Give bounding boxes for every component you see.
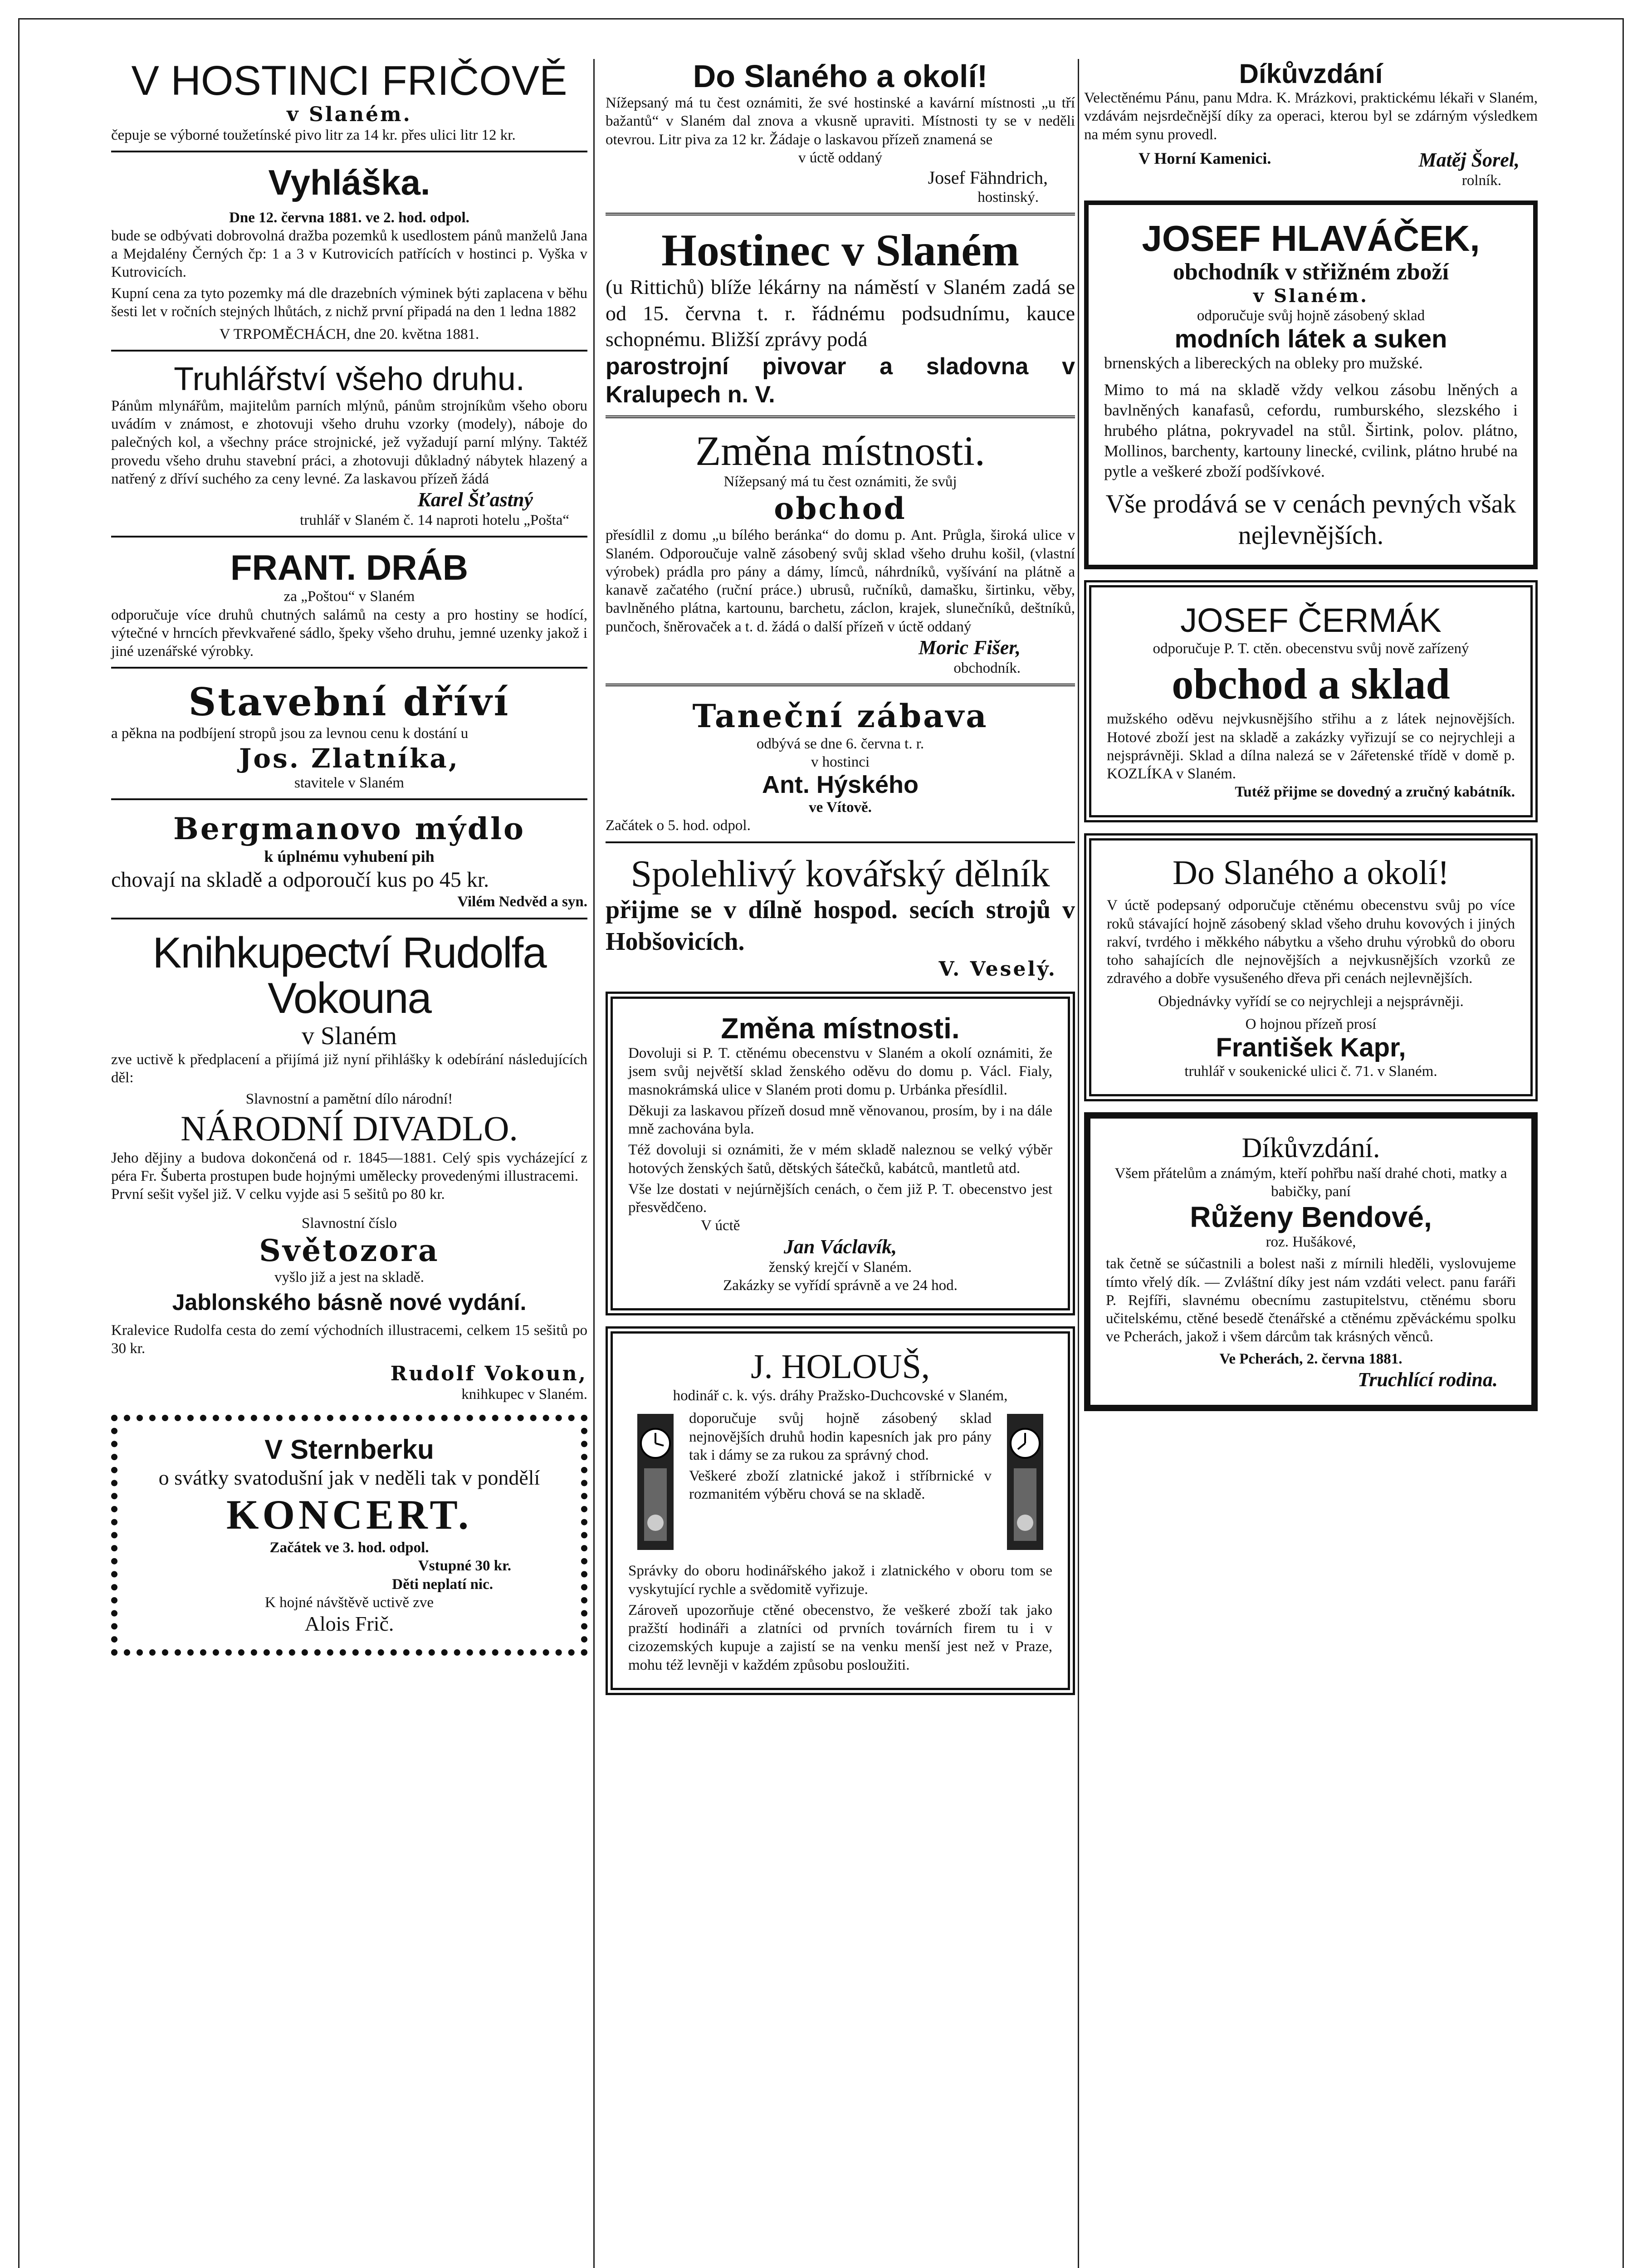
ad-text: Kralevice Rudolfa cesta do zemí východních illustracemi, celkem 15 sešitů po 30 kr. <box>111 1322 587 1357</box>
ad-line: obchodník v střižném zboží <box>1173 259 1449 285</box>
ad-fricova <box>111 59 587 152</box>
ad-regards: O hojnou přízeň prosí <box>1245 1016 1377 1032</box>
ad-regards: V úctě <box>701 1217 740 1234</box>
ad-cermak <box>1084 580 1538 822</box>
ad-text: Velectěnému Pánu, panu Mdra. K. Mrázkovi, praktickému lékaři v Slaném, vzdávám nejsrdečnější díky za operaci, kterou byl se zdárným výsledkem na mém synu provedl. <box>1084 90 1538 143</box>
ad-text: přesídlil z domu „u bílého beránka“ do domu p. Ant. Průgla, široká ulice v Slaném. Odporoučuje valně zásobený svůj sklad všeho druhu košil, (vlastní výrobek) prádla pro pány a dámy, límců, náhrdníků, vyšívání na plátně a kanavě začatého (ruční práce.) ubrusů, ručníků, damašku, širtinku, věby, bavlněného plátna, kartounu, barchetu, záclon, krajek, slunečníků, deštníků, punčoch, šněrovaček a t. d. žádá o další přízeň v úctě oddaný <box>606 527 1075 635</box>
ad-sign: Josef Fähndrich, <box>928 167 1048 188</box>
ad-sign: Truchlící rodina. <box>1358 1368 1498 1391</box>
ad-name: Ant. Hýského <box>762 771 919 798</box>
ad-place: v Slaném <box>302 1022 397 1051</box>
ad-text: Nížepsaný má tu čest oznámiti, že své hostinské a kavární místnosti „u tří bažantů“ v Slaném dal znova a vkusně upraviti. Místnosti ty se v neděli otevrou. Litr piva za 12 kr. Žádaje o laskavou přízeň znamená se <box>606 95 1075 148</box>
ad-bold: parostrojní pivovar a sladovna v Kralupech n. V. <box>606 353 1075 408</box>
ad-title: Do Slaného a okolí! <box>1172 853 1449 892</box>
ad-line: o svátky svatodušní jak v neděli tak v pondělí <box>158 1466 540 1489</box>
ad-place: v Slaném. <box>1253 285 1368 307</box>
ad-text: Též dovoluji si oznámiti, že v mém skladě naleznou se velký výběr hotových ženských šatů, dětských šátečků, kabátců, mantletů atd. <box>628 1142 1052 1177</box>
ad-text: brnenských a libereckých na obleky pro mužské. <box>1104 353 1423 372</box>
ad-knihkupectvi <box>111 930 587 1404</box>
ad-title: Díkůvzdání <box>1239 59 1383 89</box>
ad-title: Stavební dříví <box>188 679 510 725</box>
ad-sub: rolník. <box>1461 172 1501 189</box>
ad-big-title: obchod a sklad <box>1172 660 1450 709</box>
ad-zmena-1 <box>606 429 1075 687</box>
ad-text: Jeho dějiny a budova dokončená od r. 1845—1881. Celý spis vycházející z péra Fr. Šuberta prostupen bude hojnými umělecky provedenými illustracemi. <box>111 1149 587 1184</box>
ad-name: Růženy Bendové, <box>1190 1200 1432 1233</box>
ad-vyhlaska <box>111 163 587 352</box>
ad-big-title: KONCERT. <box>226 1491 473 1538</box>
ad-line: odporučuje P. T. ctěn. obecenstvu svůj nově zařízený <box>1153 640 1469 657</box>
ad-title: Změna místnosti. <box>695 427 985 474</box>
ad-subtitle: Jablonského básně nové vydání. <box>172 1289 527 1315</box>
ad-sign: Rudolf Vokoun, <box>390 1362 587 1386</box>
ad-name: Jos. Zlatníka, <box>239 743 460 774</box>
ad-text: zve uctivě k předplacení a přijímá již nyní přihlášky k odebírání následujících děl: <box>111 1051 587 1086</box>
ad-start: Začátek ve 3. hod. odpol. <box>269 1540 429 1556</box>
ad-sub: truhlář v Slaném č. 14 naproti hotelu „Pošta“ <box>300 512 569 529</box>
ad-drab <box>111 548 587 669</box>
ad-text: Správky do oboru hodinářského jakož i zlatnického v oboru tom se vyskytující rychle a svědomitě vyřizuje. <box>628 1563 1052 1598</box>
ad-date: Dne 12. června 1881. ve 2. hod. odpol. <box>229 209 469 226</box>
ad-dikuvzdani-2 <box>1084 1112 1538 1411</box>
ad-text: (u Rittichů) blíže lékárny na náměstí v Slaném zadá se od 15. června t. r. řádnému podsudnímu, kauce schopnému. Bližší zprávy podá <box>606 275 1075 351</box>
ad-text: V úctě podepsaný odporučuje ctěnému obecenstvu svůj po více roků stávající hojně zásobený sklad všeho druhu kovových i jiných rakví, tvrdého i měkkého nábytku a všeho druhu výrobků do oboru toho sahajících dle nejnovějších a nejvkusnějších vzorků ze zdravého a dobře vysušeného dřeva při cenách nejlevnějších. <box>1107 897 1515 987</box>
ad-text: Dovoluji si P. T. ctěnému obecenstvu v Slaném a okolí oznámiti, že jsem svůj největší sklad ženského oděvu do domu p. Václ. Fialy, masnokrámská ulice v Slaném proti domu p. Urbánka přesídlil. <box>628 1045 1052 1098</box>
ad-obchod: obchod <box>774 491 907 527</box>
ad-text: Zároveň upozorňuje ctěné obecenstvo, že veškeré zboží tak jako pražští hodináři a zlatníci od prvních továrních firem tu i v cizozemských kupuje a zajistí se na venku menší jest než v Praze, mohu též levněji v každém způsobu posloužiti. <box>628 1602 1052 1673</box>
ad-title: V Sternberku <box>264 1434 434 1465</box>
ad-title: Vyhláška. <box>268 162 430 202</box>
ad-zabava <box>606 697 1075 843</box>
ad-drivi <box>111 679 587 800</box>
ad-bold: modních látek a suken <box>1174 324 1447 353</box>
ad-invite: K hojné návštěvě uctivě zve <box>264 1594 434 1611</box>
ad-place: v Slaném. <box>287 103 412 126</box>
wall-clock-icon <box>998 1409 1052 1559</box>
ad-maiden: roz. Hušákové, <box>1266 1234 1356 1250</box>
ad-text: První sešit vyšel již. V celku vyjde asi 5 sešitů po 80 kr. <box>111 1186 445 1203</box>
ad-line: a pěkna na podbíjení stropů jsou za levnou cenu k dostání u <box>111 725 469 742</box>
ad-text: odporučuje více druhů chutných salámů na cesty a pro hostiny se hodící, výtečné v hrncích převkvařené sádlo, špeky všeho druhu, jemné uzenky jakož i jiné uzenářské výrobky. <box>111 606 587 660</box>
ad-koncert <box>111 1415 587 1656</box>
ad-text: chovají na skladě a odporoučí kus po 45 kr. <box>111 867 489 892</box>
ad-title: Truhlářství všeho druhu. <box>174 361 525 398</box>
ad-title: FRANT. DRÁB <box>230 547 469 588</box>
ad-title: Do Slaného a okolí! <box>693 59 988 94</box>
ad-dikuvzdani-1 <box>1084 59 1538 190</box>
ad-name: Karel Šťastný <box>417 489 533 511</box>
ad-text: Slavnostní a pamětní dílo národní! <box>245 1090 453 1107</box>
ad-sign: Alois Frič. <box>304 1612 394 1636</box>
ad-title: Změna místnosti. <box>721 1012 960 1045</box>
ad-text: Slavnostní číslo <box>302 1215 397 1232</box>
ad-closing: Vše prodává se v cenách pevných však nejlevnějších. <box>1105 489 1516 550</box>
ad-note: Tutéž přijme se dovedný a zručný kabátník. <box>1235 784 1515 801</box>
ad-title: Taneční zábava <box>692 697 988 735</box>
ad-note: Děti neplatí nic. <box>392 1576 493 1593</box>
ad-regards: v úctě oddaný <box>798 149 883 166</box>
ad-title: Díkůvzdání. <box>1241 1133 1380 1164</box>
ad-price: Vstupné 30 kr. <box>418 1558 511 1574</box>
ad-text: Děkuji za laskavou přízeň dosud mně věnovanou, prosím, by i na dále mně zachována byla. <box>628 1102 1052 1138</box>
ad-text: Všem přátelům a známým, kteří pohřbu naší drahé choti, matky a babičky, paní <box>1114 1165 1507 1200</box>
ad-text: přijme se v dílně hospod. secích strojů v Hobšovicích. <box>606 895 1075 956</box>
ad-text: odporučuje svůj hojně zásobený sklad <box>1197 308 1425 324</box>
ad-sub: stavitele v Slaném <box>294 774 404 791</box>
ad-line: za „Poštou“ v Slaném <box>283 588 415 605</box>
ad-line: k úplnému vyhubení pih <box>264 847 435 865</box>
ad-place: ve Vítově. <box>809 799 872 816</box>
ad-text: Objednávky vyřídí se co nejrychleji a nejsprávněji. <box>1158 993 1464 1010</box>
column-separator <box>593 59 595 2268</box>
ad-sign: Vilém Nedvěd a syn. <box>457 894 587 910</box>
ad-text: mužského oděvu nejvkusnějšího střihu a z látek nejnovějších. Hotové zboží jest na skladě a zakázky vyřizují se co nejrychleji a nejsprávněji. Sklad a dílna nalezá se v 2ářetenské třídě v domě p. KOZLÍKA v Slaném. <box>1107 711 1515 782</box>
ad-sub: truhlář v soukenické ulici č. 71. v Slaném. <box>1184 1063 1437 1080</box>
ad-kovar <box>606 854 1075 981</box>
ad-sign: Matěj Šorel, <box>1418 148 1520 171</box>
ad-title: J. HOLOUŠ, <box>751 1348 930 1386</box>
ad-hlavacek <box>1084 200 1538 569</box>
ad-text: doporučuje svůj hojně zásobený sklad nejnovějších druhů hodin kapesních jak pro pány tak i dámy se za rukou za správný chod. <box>689 1410 992 1463</box>
ad-slaneho <box>606 59 1075 215</box>
ad-line: v hostinci <box>811 754 870 771</box>
column-left <box>111 59 587 1667</box>
ad-sub: obchodník. <box>953 660 1021 676</box>
ad-title: Bergmanovo mýdlo <box>173 811 526 846</box>
ad-line: odbývá se dne 6. června t. r. <box>756 736 924 753</box>
ad-mydlo <box>111 811 587 919</box>
ad-svetozora: Světozora <box>259 1232 440 1268</box>
ad-hostinec <box>606 226 1075 418</box>
ad-start: Začátek o 5. hod. odpol. <box>606 817 751 834</box>
column-right <box>1084 59 1538 1422</box>
ad-sub: hostinský. <box>977 189 1039 205</box>
ad-text: Kupní cena za tyto pozemky má dle drazebních výminek býti zaplacena v běhu šesti let v ročních stejných lhůtách, z nichž první připadá na den 1 ledna 1882 <box>111 285 587 320</box>
ad-kapr <box>1084 833 1538 1101</box>
ad-big-title: NÁRODNÍ DIVADLO. <box>181 1108 518 1148</box>
ad-holous <box>606 1326 1075 1695</box>
wall-clock-icon <box>628 1409 683 1559</box>
ad-title: Hostinec v Slaném <box>661 225 1019 276</box>
ad-title: JOSEF HLAVÁČEK, <box>1142 218 1480 259</box>
ad-sign: Moric Fišer, <box>919 636 1021 659</box>
ad-text: Pánům mlynářům, majitelům parních mlýnů, pánům strojníkům všeho oboru uvádím v známost, e zhotovuji všeho druhu vzorky (modely), náboje do palečných kol, a všechny práce strojnické, jež vyžadují parní mlýny. Taktéž provedu všeho druhu stavební práci, a zhotovuji důkladný nábytek hlazený a natřený z dříví suchého za ceny levné. Za laskavou přízeň žádá <box>111 397 587 487</box>
ad-line: hodinář c. k. výs. dráhy Pražsko-Duchcovské v Slaném, <box>673 1388 1008 1404</box>
ad-title: V HOSTINCI FRIČOVĚ <box>131 58 567 104</box>
ad-truhlarstvi <box>111 362 587 538</box>
ad-date: Ve Pcherách, 2. června 1881. <box>1219 1350 1403 1367</box>
ad-title: Knihkupectví Rudolfa Vokouna <box>152 928 546 1023</box>
ad-sign: František Kapr, <box>1216 1033 1406 1063</box>
ad-text: Nížepsaný má tu čest oznámiti, že svůj <box>723 474 957 490</box>
column-separator <box>1078 59 1079 2268</box>
ad-sub: ženský krejčí v Slaném. <box>768 1259 912 1276</box>
ad-note: Zakázky se vyřídí správně a ve 24 hod. <box>723 1277 958 1294</box>
ad-sign: V. Veselý. <box>938 957 1057 981</box>
ad-text: tak četně se súčastnili a bolest naši z mírnili hleděli, vyslovujeme tímto vřelý dík. — Zvláštní díky jest nám vzdáti velect. panu faráři P. Rejfíři, slavnému obecnímu zastupitelstvu, ctěnému sboru učitelskému, ctěné besedě čtenářské a ctěnému zpěváckému spolku ve Pcherách, jakož i všem dárcům tak krásných věnců. <box>1106 1256 1516 1345</box>
ad-title: JOSEF ČERMÁK <box>1180 601 1442 640</box>
ad-title: Spolehlivý kovářský dělník <box>630 852 1050 895</box>
ad-text: čepuje se výborné toužetínské pivo litr za 14 kr. přes ulici litr 12 kr. <box>111 127 516 143</box>
ad-signature: V TRPOMĚCHÁCH, dne 20. května 1881. <box>219 326 479 343</box>
ad-text: Veškeré zboží zlatnické jakož i stříbrnické v rozmanitém výběru chová se na skladě. <box>689 1468 992 1503</box>
ad-place: V Horní Kamenici. <box>1139 149 1271 167</box>
ad-text: Vše lze dostati v nejúrnějších cenách, o čem již P. T. obecenstvo jest přesvědčeno. <box>628 1181 1052 1216</box>
ad-zmena-2 <box>606 992 1075 1315</box>
ad-text: vyšlo již a jest na skladě. <box>274 1269 424 1286</box>
ad-text: bude se odbývati dobrovolná dražba pozemků k usedlostem pánů manželů Jana a Mejdalény Černých čp: 1 a 3 v Kutrovicích patřících v hostinci p. Vyška v Kutrovicích. <box>111 227 587 281</box>
column-middle <box>606 59 1075 1706</box>
ad-text: Mimo to má na skladě vždy velkou zásobu lněných a bavlněných kanafasů, cefordu, rumburského, slezského i hrubého plátna, pokryvadel na stůl. Širtink, polov. plátno, Mollinos, barchenty, kartouny linecké, cvilink, plátno hrubé na pytle a veškeré zboží podšívkové. <box>1104 380 1518 480</box>
ad-sub: knihkupec v Slaném. <box>461 1386 587 1403</box>
ad-sign: Jan Václavík, <box>783 1235 897 1258</box>
